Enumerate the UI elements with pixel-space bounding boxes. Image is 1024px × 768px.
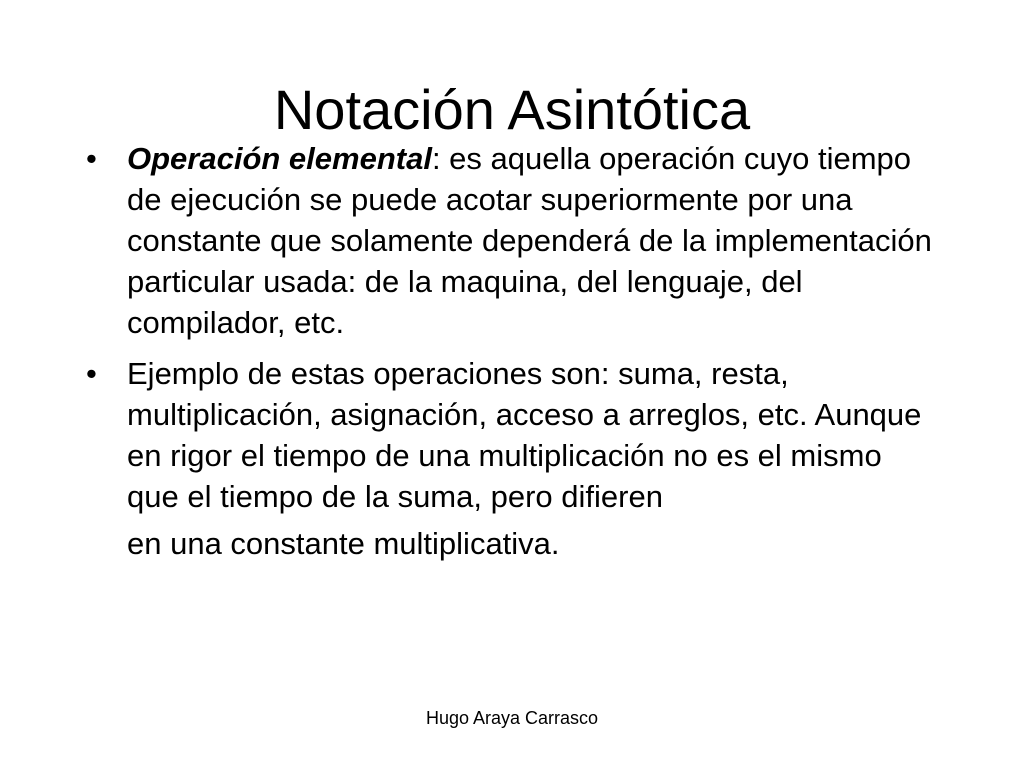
bullet-item-operacion-elemental [86,138,936,343]
slide-title: Notación Asintótica [273,77,751,141]
bullet-list [86,138,936,574]
bullet-text: Ejemplo de estas operaciones son: suma, resta, multiplicación, asignación, acceso a arreglos, etc. Aunque en rigor el tiempo de una multiplicación no es el mismo que el tiempo de la suma, pero difieren [127,356,922,514]
bullet-text-end: en una constante multiplicativa. [127,526,560,561]
footer-author: Hugo Araya Carrasco [425,708,599,728]
bullet-item-ejemplo [86,353,936,564]
bullet-icon: • [86,356,97,391]
bullet-icon: • [86,141,97,176]
bullet-text: : es aquella operación cuyo tiempo de ejecución se puede acotar superiormente por una constante que solamente dependerá de la implementación particular usada: de la maquina, del lenguaje, del compilador, etc. [127,141,932,340]
bullet-term: Operación elemental [127,141,432,176]
